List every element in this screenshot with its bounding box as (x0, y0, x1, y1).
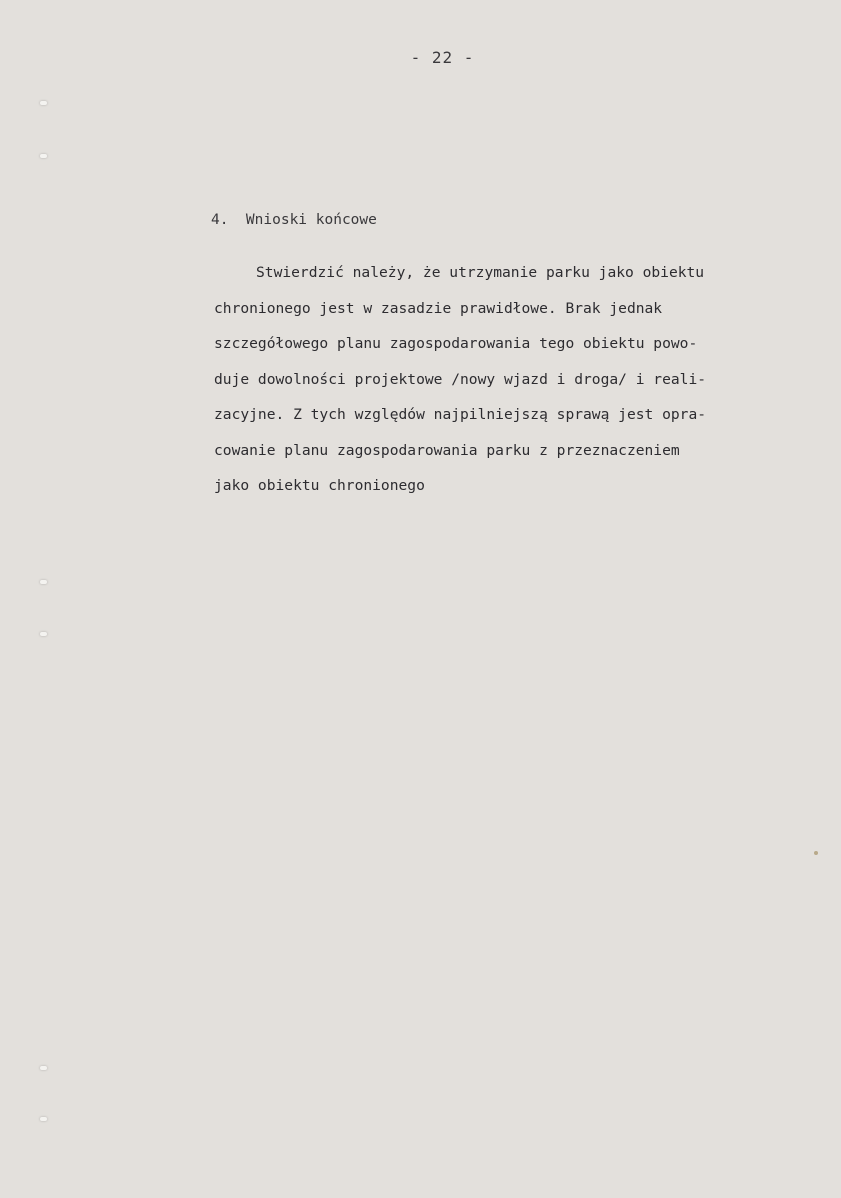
paragraph-line: jako obiektu chronionego (214, 477, 425, 494)
section-heading: 4. Wnioski końcowe (211, 212, 377, 228)
body-paragraph (214, 255, 814, 504)
paragraph-line: Stwierdzić należy, że utrzymanie parku jako obiektu (256, 264, 705, 281)
punch-hole-mark (40, 101, 47, 105)
punch-hole-mark (40, 154, 47, 158)
paragraph-line: duje dowolności projektowe /nowy wjazd i droga/ i reali- (214, 370, 707, 388)
paragraph-line: chronionego jest w zasadzie prawidłowe. Brak jednak (214, 299, 663, 317)
punch-hole-mark (40, 1117, 47, 1121)
paragraph-line: cowanie planu zagospodarowania parku z przeznaczeniem (214, 441, 680, 459)
punch-hole-mark (40, 1066, 47, 1070)
punch-hole-mark (40, 632, 47, 636)
paragraph-line: zacyjne. Z tych względów najpilniejszą sprawą jest opra- (214, 406, 707, 423)
punch-hole-mark (40, 580, 47, 584)
paragraph-line: szczegółowego planu zagospodarowania tego obiektu powo- (214, 335, 698, 352)
page-number: - 22 - (410, 48, 475, 67)
paper-speck (814, 851, 818, 855)
